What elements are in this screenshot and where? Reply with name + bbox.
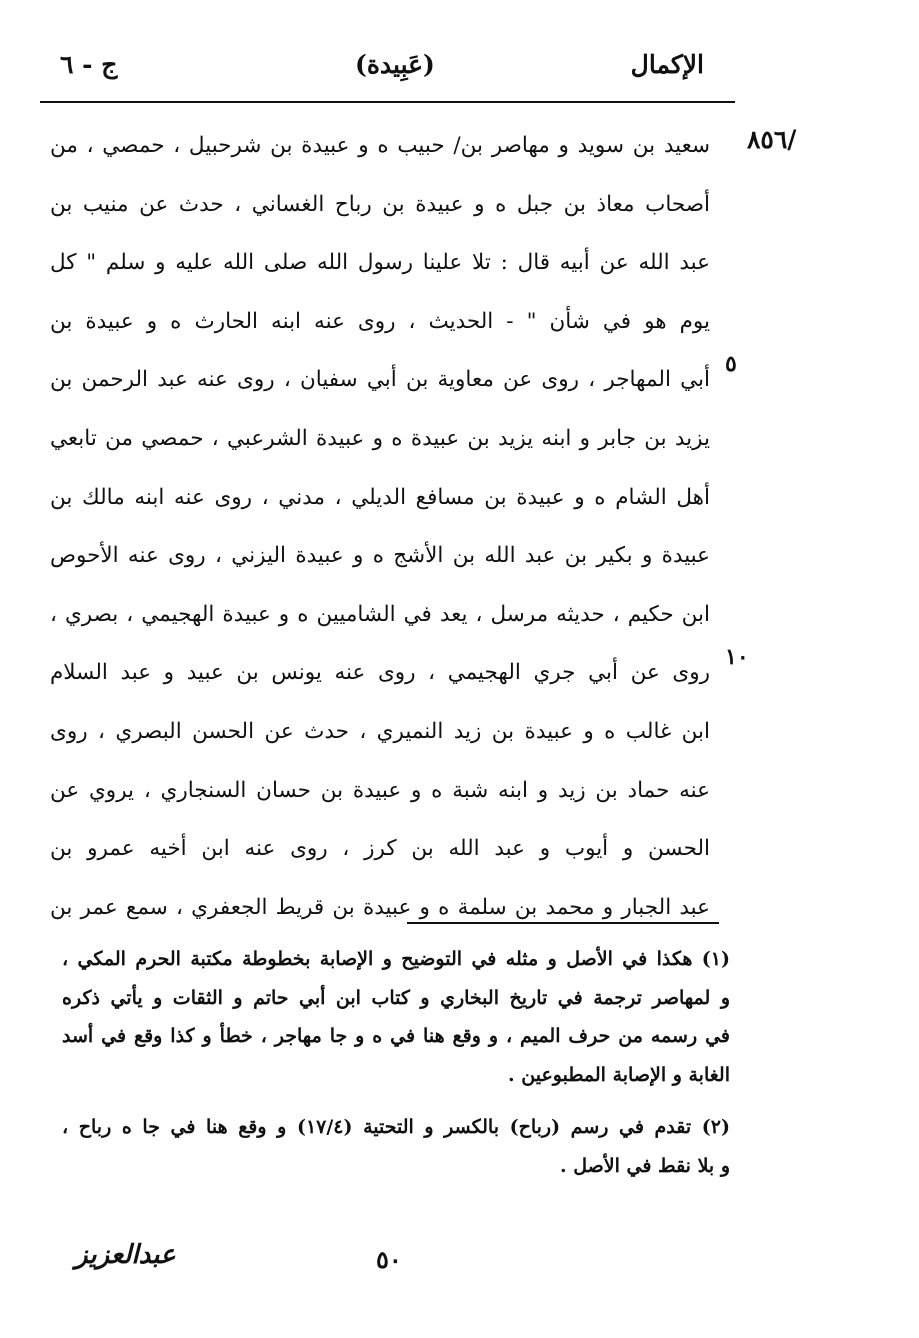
footnote-line: (٢) تقدم في رسم (رباح) بالكسر و التحتية (١٧/٤) و وقع هنا في جا ه رباح ، [62, 1116, 730, 1138]
text-line: الحسن و أيوب و عبد الله بن كرز ، روى عنه ابن أخيه عمرو بن [50, 836, 710, 862]
text-line: أصحاب معاذ بن جبل ه و عبيدة بن رباح الغساني ، حدث عن منيب بن [50, 191, 710, 217]
text-line: أبي المهاجر ، روى عن معاوية بن أبي سفيان ، روى عنه عبد الرحمن بن [50, 367, 710, 393]
book-title: الإكمال [630, 50, 704, 79]
footnotes [62, 940, 730, 1185]
entry-title: (عَبِيدة) [355, 50, 435, 79]
page-number: ٥٠ [376, 1245, 402, 1274]
volume-label: ج - ٦ [60, 50, 118, 79]
text-line: روى عن أبي جري الهجيمي ، روى عنه يونس بن عبيد و عبد السلام [50, 660, 710, 686]
text-line: ابن غالب ه و عبيدة بن زيد النميري ، حدث عن الحسن البصري ، روى [50, 718, 710, 744]
text-line: أهل الشام ه و عبيدة بن مسافع الديلي ، مدني ، روى عنه ابنه مالك بن [50, 484, 710, 510]
line-number-10: ١٠ [725, 644, 749, 670]
footnote-rule [407, 922, 719, 924]
footnote-line: (١) هكذا في الأصل و مثله في التوضيح و الإصابة بخطوطة مكتبة الحرم المكي ، [62, 948, 730, 970]
footnote-line: في رسمه من حرف الميم ، و وقع هنا في ه و جا مهاجر ، خطأ و كذا وقع في أسد [62, 1025, 730, 1047]
text-line: ابن حكيم ، حديثه مرسل ، يعد في الشاميين ه و عبيدة الهجيمي ، بصري ، [50, 601, 710, 627]
text-line: عبد الجبار و محمد بن سلمة ه و عبيدة بن قريط الجعفري ، سمع عمر بن [50, 894, 710, 920]
line-number-5: ٥ [725, 351, 737, 377]
text-line: عنه حماد بن زيد و ابنه شبة ه و عبيدة بن حسان السنجاري ، يروي عن [50, 777, 710, 803]
footnote-line: و لمهاصر ترجمة في تاريخ البخاري و كتاب ابن أبي حاتم و الثقات و يأتي ذكره [62, 986, 730, 1009]
body-text [50, 117, 710, 937]
text-line: عبيدة و بكير بن عبد الله بن الأشج ه و عبيدة اليزني ، روى عنه الأحوص [50, 543, 710, 569]
handwritten-signature: عبدالعزيز [75, 1240, 176, 1270]
text-line: يزيد بن جابر و ابنه يزيد بن عبيدة ه و عبيدة الشرعبي ، حمصي من تابعي [50, 425, 710, 451]
text-line: عبد الله عن أبيه قال : تلا علينا رسول الله صلى الله عليه و سلم " كل [50, 250, 710, 276]
header-rule [40, 101, 735, 103]
footnote-line: الغابة و الإصابة المطبوعين . [508, 1063, 730, 1086]
text-line: يوم هو في شأن " - الحديث ، روى عنه ابنه الحارث ه و عبيدة بن [50, 308, 710, 334]
page-reference: /٨٥٦ [747, 125, 797, 154]
footnote-line: و بلا نقط في الأصل . [560, 1154, 730, 1177]
text-line: سعيد بن سويد و مهاصر بن/ حبيب ه و عبيدة بن شرحبيل ، حمصي ، من [50, 133, 710, 158]
